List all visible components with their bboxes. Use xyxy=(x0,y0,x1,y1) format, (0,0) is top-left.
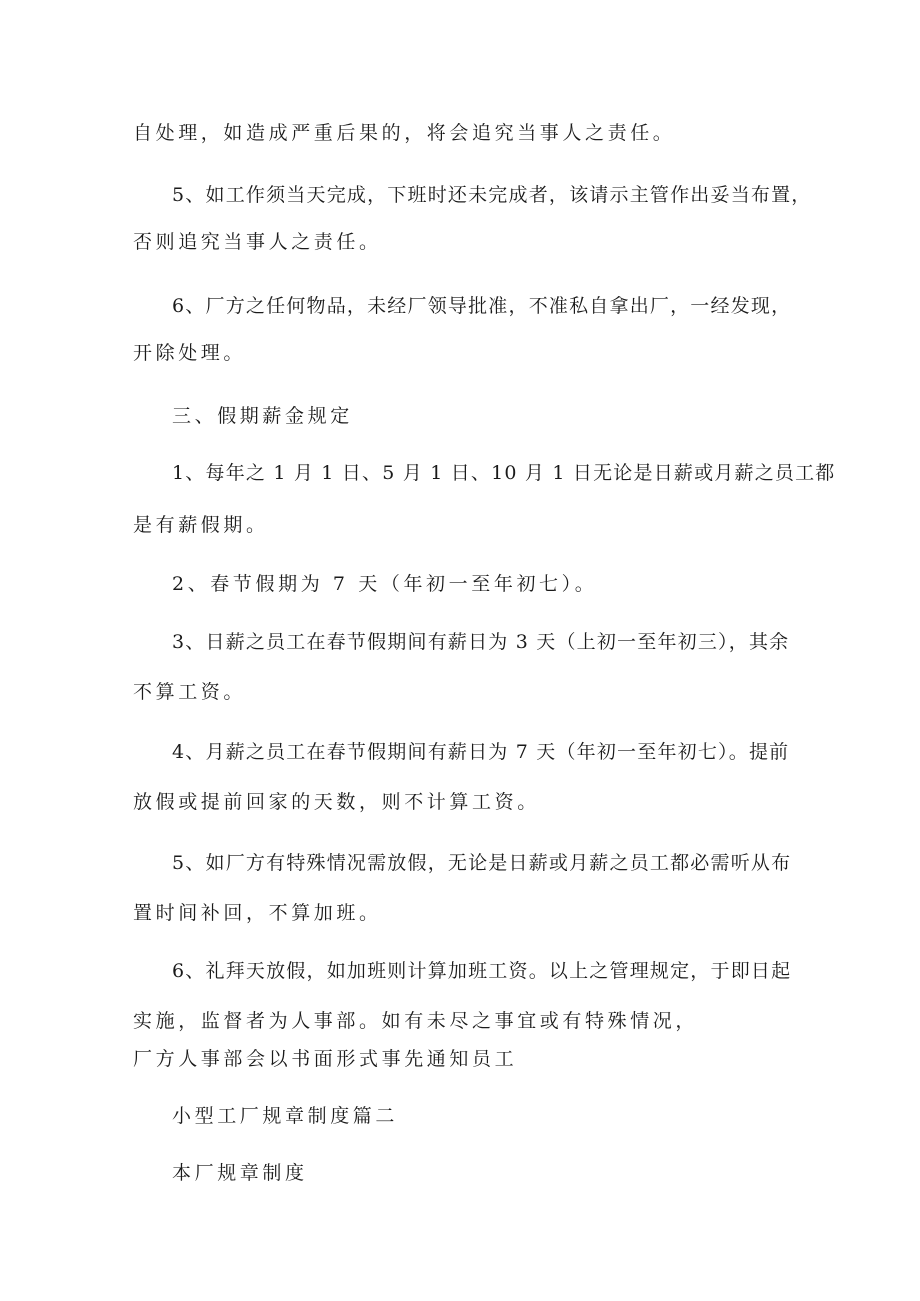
text-line: 置时间补回，不算加班。 xyxy=(133,902,382,924)
text-line: 5、如厂方有特殊情况需放假，无论是日薪或月薪之员工都必需听从布 xyxy=(172,852,792,874)
text-line: 否则追究当事人之责任。 xyxy=(133,231,382,253)
section-heading: 小型工厂规章制度篇二 xyxy=(172,1105,399,1127)
text-line: 2、春节假期为 7 天（年初一至年初七）。 xyxy=(172,573,598,595)
text-line: 放假或提前回家的天数，则不计算工资。 xyxy=(133,791,540,813)
text-line: 6、厂方之任何物品，未经厂领导批准，不准私自拿出厂，一经发现， xyxy=(172,295,792,317)
text-line: 是有薪假期。 xyxy=(133,514,269,536)
text-line: 1、每年之 1 月 1 日、5 月 1 日、10 月 1 日无论是日薪或月薪之员工都 xyxy=(172,462,836,484)
text-line: 5、如工作须当天完成，下班时还未完成者，该请示主管作出妥当布置， xyxy=(172,184,812,206)
text-line: 3、日薪之员工在春节假期间有薪日为 3 天（上初一至年初三），其余 xyxy=(172,631,790,653)
section-heading: 本厂规章制度 xyxy=(172,1162,308,1184)
text-line: 4、月薪之员工在春节假期间有薪日为 7 天（年初一至年初七）。提前 xyxy=(172,741,790,763)
text-line: 实施，监督者为人事部。如有未尽之事宜或有特殊情况， xyxy=(133,1010,699,1032)
text-line: 不算工资。 xyxy=(133,681,247,703)
text-line: 开除处理。 xyxy=(133,342,247,364)
text-line: 厂方人事部会以书面形式事先通知员工 xyxy=(133,1048,518,1070)
text-line: 6、礼拜天放假，如加班则计算加班工资。以上之管理规定，于即日起 xyxy=(172,960,792,982)
section-heading: 三、假期薪金规定 xyxy=(172,405,353,427)
text-line: 自处理，如造成严重后果的，将会追究当事人之责任。 xyxy=(133,122,676,144)
